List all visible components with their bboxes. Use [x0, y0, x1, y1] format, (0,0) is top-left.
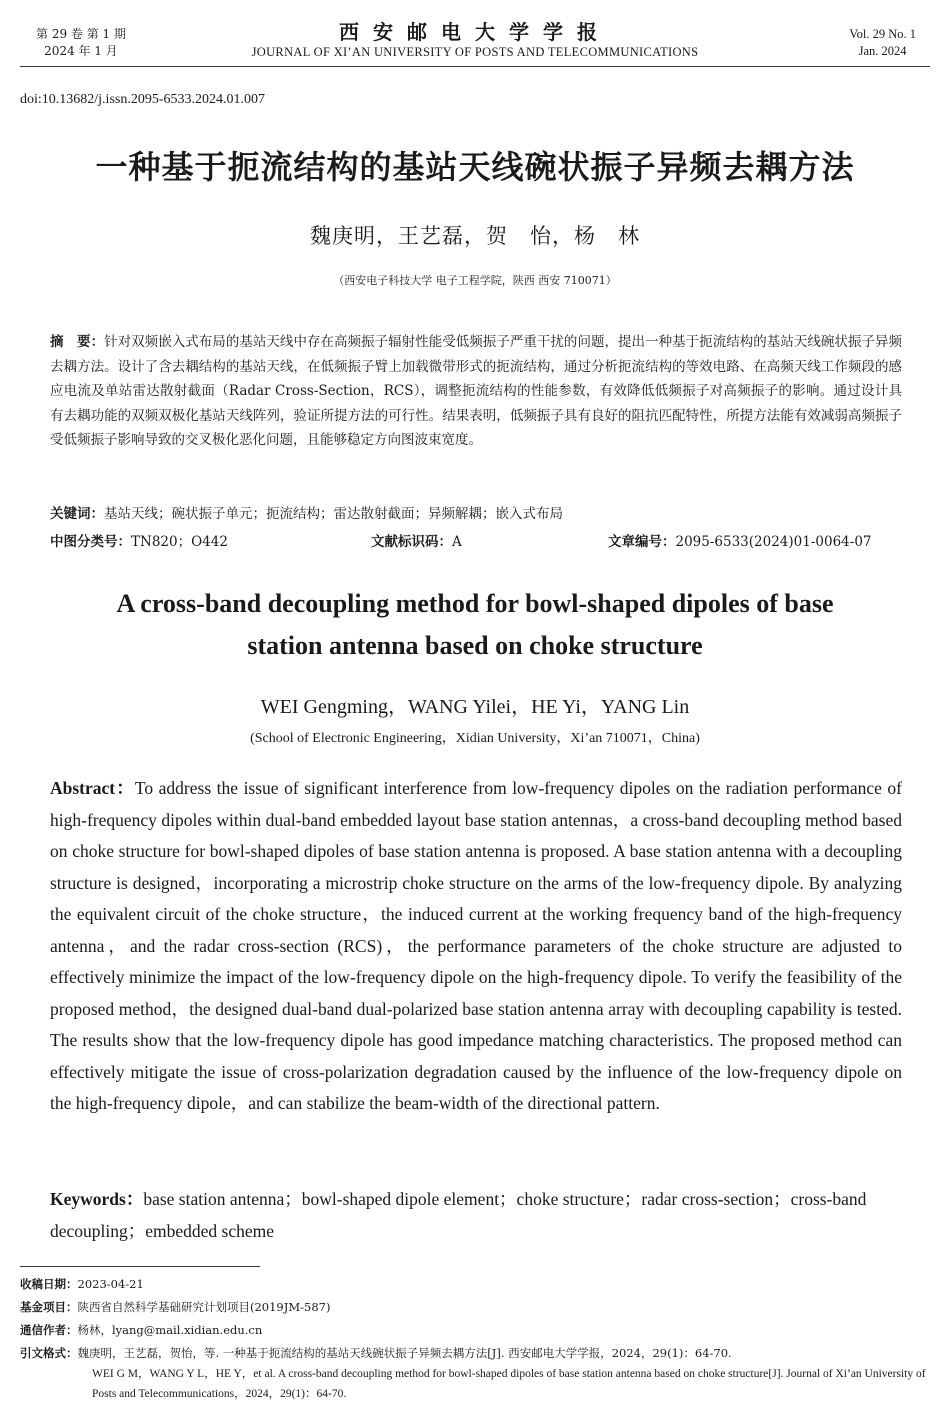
clc-value: TN820；O442	[131, 534, 228, 550]
cite-cn: 魏庚明，王艺磊，贺怡，等. 一种基于扼流结构的基站天线碗状振子异频去耦方法[J]. 西安邮电大学学报，2024，29(1)：64-70.	[77, 1346, 732, 1360]
document-code	[371, 532, 462, 552]
keywords-cn-label: 关键词：	[50, 506, 104, 522]
keywords-en	[50, 1184, 902, 1247]
title-cn: 一种基于扼流结构的基站天线碗状振子异频去耦方法	[95, 148, 855, 186]
abstract-en	[50, 773, 902, 1120]
article-number-label: 文章编号：	[608, 534, 676, 550]
corr-label: 通信作者：	[20, 1323, 78, 1337]
keywords-en-label: Keywords：	[50, 1189, 144, 1209]
cite-label: 引文格式：	[20, 1346, 78, 1360]
footnote-fund	[20, 1299, 935, 1316]
abstract-en-text: To address the issue of significant interference from low-frequency dipoles on the radiation performance of high-frequency dipoles within dual-band embedded layout base station antennas，a cross-band decoupling method based on choke structure for bowl-shaped dipoles of base station antenna is proposed. A base station antenna with a decoupling structure is designed，incorporating a microstrip choke structure on the arms of the low-frequency dipole. By analyzing the equivalent circuit of the choke structure，the induced current at the working frequency band of the high-frequency antenna，and the radar cross-section (RCS)，the performance parameters of the choke structure are adjusted to effectively minimize the impact of the low-frequency dipole on the high-frequency dipole. To verify the feasibility of the proposed method，the designed dual-band dual-polarized base station antenna array with decoupling capability is tested. The results show that the low-frequency dipole has good impedance matching characteristics. The proposed method can effectively mitigate the issue of cross-polarization degradation caused by the influence of the low-frequency dipole on the high-frequency dipole，and can stabilize the beam-width of the directional pattern.	[50, 778, 902, 1113]
abstract-cn	[50, 330, 902, 453]
abstract-cn-label: 摘 要：	[50, 334, 105, 350]
corr-value: 杨林，lyang@mail.xidian.edu.cn	[77, 1323, 263, 1337]
header-rule	[20, 66, 930, 67]
title-en-line-1: A cross-band decoupling method for bowl-shaped dipoles of base	[116, 589, 834, 618]
article-number	[608, 532, 872, 552]
article-number-value: 2095-6533(2024)01-0064-07	[675, 534, 872, 550]
footnote-corresponding	[20, 1322, 935, 1339]
title-en-line-2: station antenna based on choke structure	[247, 631, 703, 660]
clc-number	[50, 532, 228, 552]
keywords-en-text: base station antenna；bowl-shaped dipole element；choke structure；radar cross-section；cross-band decoupling；embedded scheme	[50, 1189, 867, 1241]
header-volume-en	[849, 26, 916, 60]
journal-name-cn: 西安邮电大学学报	[339, 20, 611, 44]
fund-value: 陕西省自然科学基础研究计划项目(2019JM-587)	[77, 1300, 331, 1314]
journal-name-en: JOURNAL OF XI’AN UNIVERSITY OF POSTS AND TELECOMMUNICATIONS	[251, 45, 699, 59]
journal-masthead	[190, 20, 760, 60]
received-label: 收稿日期：	[20, 1277, 78, 1291]
title-en	[0, 583, 950, 667]
date-cn: 2024 年 1 月	[44, 44, 118, 58]
authors-en: WEI Gengming，WANG Yilei，HE Yi，YANG Lin	[260, 696, 690, 718]
doc-code-value: A	[452, 534, 462, 550]
footnote-received	[20, 1276, 935, 1293]
affiliation-en: (School of Electronic Engineering，Xidian University，Xi’an 710071，China)	[250, 731, 700, 746]
citation-en: WEI G M，WANG Y L，HE Y，et al. A cross-band decoupling method for bowl-shaped dipoles of base station antenna based on choke structure[J]. Journal of Xi’an University of Posts and Telecommunications，2024，29(1)：64-70.	[92, 1368, 926, 1400]
date-en: Jan. 2024	[858, 44, 907, 58]
authors-cn: 魏庚明，王艺磊，贺 怡，杨 林	[310, 224, 640, 248]
footnote-citation	[20, 1345, 935, 1362]
volume-issue-cn: 第 29 卷 第 1 期	[36, 27, 126, 41]
affiliation-cn: （西安电子科技大学 电子工程学院，陕西 西安 710071）	[333, 274, 617, 287]
keywords-cn	[50, 503, 902, 525]
clc-label: 中图分类号：	[50, 534, 131, 550]
abstract-en-label: Abstract：	[50, 778, 135, 798]
abstract-cn-text: 针对双频嵌入式布局的基站天线中存在高频振子辐射性能受低频振子严重干扰的问题，提出一种基于扼流结构的基站天线碗状振子异频去耦方法。设计了含去耦结构的基站天线，在低频振子臂上加载微带形式的扼流结构，通过分析扼流结构的等效电路、在高频天线工作频段的感应电流及单站雷达散射截面（Radar Cross-Section，RCS），调整扼流结构的性能参数，有效降低低频振子对高频振子的影响。通过设计具有去耦功能的双频双极化基站天线阵列，验证所提方法的可行性。结果表明，低频振子具有良好的阻抗匹配特性，所提方法能有效减弱高频振子受低频振子影响导致的交叉极化恶化问题，且能够稳定方向图波束宽度。	[50, 334, 903, 448]
footnote-rule	[20, 1266, 260, 1267]
fund-label: 基金项目：	[20, 1300, 78, 1314]
received-value: 2023-04-21	[77, 1277, 144, 1291]
header-volume-cn	[36, 26, 126, 60]
doi: doi:10.13682/j.issn.2095-6533.2024.01.007	[20, 92, 266, 107]
keywords-cn-text: 基站天线；碗状振子单元；扼流结构；雷达散射截面；异频解耦；嵌入式布局	[104, 506, 563, 522]
volume-issue-en: Vol. 29 No. 1	[849, 27, 916, 41]
doc-code-label: 文献标识码：	[371, 534, 452, 550]
